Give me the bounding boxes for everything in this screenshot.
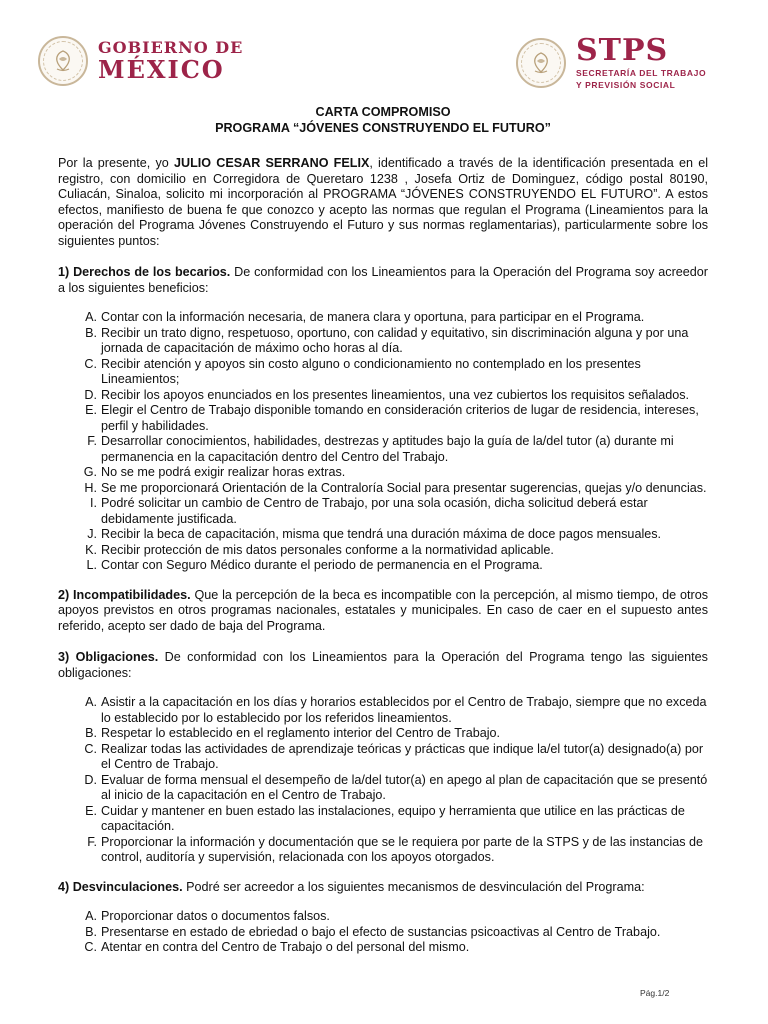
- list-item: [83, 465, 708, 481]
- list-item-letter: E.: [85, 403, 97, 417]
- list-item-letter: H.: [84, 480, 97, 495]
- list-item: [83, 481, 708, 497]
- list-item: [83, 804, 708, 835]
- section-4-list: [83, 909, 708, 956]
- list-item: [83, 925, 708, 941]
- list-item-letter: F.: [87, 434, 97, 448]
- list-item-letter: D.: [84, 772, 97, 787]
- list-item-text: Evaluar de forma mensual el desempeño de la/del tutor(a) en apego al plan de capacitación que se presentó al inicio de la capacitación en el Centro de Trabajo.: [101, 772, 708, 802]
- list-item-text: Desarrollar conocimientos, habilidades, destrezas y aptitudes bajo la guía de la/del tutor (a) durante mi permanencia en la capacitación dentro del Centro del Trabajo.: [101, 434, 674, 464]
- mexico-label: MÉXICO: [98, 54, 225, 84]
- section-1-text: De conformidad con los Lineamientos para la Operación del Programa soy acreedor a los siguientes beneficios:: [58, 265, 708, 295]
- list-item-letter: C.: [84, 356, 97, 371]
- section-3-list: [83, 695, 708, 866]
- stps-logo: [516, 33, 707, 90]
- list-item: [83, 543, 708, 559]
- list-item: [83, 434, 708, 465]
- intro-paragraph: [58, 156, 708, 249]
- stps-label: STPS: [576, 33, 669, 68]
- gobierno-de-label: GOBIERNO DE: [98, 38, 244, 57]
- list-item-text: Recibir atención y apoyos sin costo alguno o condicionamiento no contemplado en los presentes Lineamientos;: [101, 356, 641, 386]
- section-4-paragraph: [58, 880, 708, 896]
- applicant-name: JULIO CESAR SERRANO FELIX: [173, 156, 370, 170]
- list-item-letter: A.: [85, 310, 97, 324]
- list-item: [83, 558, 708, 574]
- list-item: [83, 388, 708, 404]
- gobierno-de-mexico-logo: [38, 36, 243, 86]
- list-item-text: Asistir a la capacitación en los días y horarios establecidos por el Centro de Trabajo, siempre que no exceda lo establecido por lo establecido por los referidos lineamientos.: [101, 695, 707, 725]
- list-item-text: No se me podrá exigir realizar horas extras.: [101, 465, 346, 479]
- stps-subtitle-1: SECRETARÍA DEL TRABAJO: [576, 68, 707, 78]
- list-item: [83, 773, 708, 804]
- list-item: [83, 403, 708, 434]
- stps-subtitle-2: Y PREVISIÓN SOCIAL: [576, 80, 676, 90]
- list-item-text: Podré solicitar un cambio de Centro de Trabajo, por una sola ocasión, dicha solicitud deberá estar debidamente justificada.: [101, 496, 648, 526]
- page-number: Pág.1/2: [640, 988, 670, 998]
- intro-text-a: Por la presente, yo: [58, 156, 174, 170]
- list-item-letter: D.: [84, 387, 97, 402]
- list-item-letter: C.: [84, 741, 97, 756]
- coat-of-arms-icon: [516, 38, 566, 88]
- section-2-heading: 2) Incompatibilidades.: [58, 587, 191, 602]
- document-subtitle: PROGRAMA “JÓVENES CONSTRUYENDO EL FUTURO”: [215, 121, 551, 135]
- list-item-letter: J.: [87, 527, 97, 541]
- list-item-letter: B.: [85, 726, 97, 740]
- list-item-text: Atentar en contra del Centro de Trabajo o del personal del mismo.: [101, 940, 470, 954]
- list-item: [83, 726, 708, 742]
- list-item-text: Recibir los apoyos enunciados en los presentes lineamientos, una vez cubiertos los requisitos señalados.: [101, 387, 690, 402]
- list-item: [83, 357, 708, 388]
- list-item-text: Se me proporcionará Orientación de la Contraloría Social para presentar sugerencias, quejas y/o denuncias.: [101, 480, 707, 495]
- list-item-text: Recibir protección de mis datos personales conforme a la normatividad aplicable.: [101, 542, 554, 557]
- list-item-text: Recibir un trato digno, respetuoso, oportuno, con calidad y equitativo, sin discriminación alguna y por una jornada de capacitación de máximo ocho horas al día.: [101, 325, 689, 355]
- list-item-letter: L.: [86, 558, 97, 572]
- list-item: [83, 940, 708, 956]
- list-item-text: Contar con Seguro Médico durante el periodo de permanencia en el Programa.: [101, 558, 543, 572]
- list-item-letter: B.: [85, 325, 97, 340]
- list-item-letter: F.: [87, 834, 97, 849]
- list-item-text: Contar con la información necesaria, de manera clara y oportuna, para participar en el Programa.: [101, 310, 645, 324]
- list-item-text: Elegir el Centro de Trabajo disponible tomando en consideración criterios de lugar de residencia, intereses, perfil y habilidades.: [101, 403, 699, 433]
- list-item: [83, 742, 708, 773]
- list-item-letter: G.: [83, 465, 97, 479]
- section-4-heading: 4) Desvinculaciones.: [58, 879, 183, 894]
- list-item-letter: K.: [85, 542, 97, 557]
- list-item: [83, 496, 708, 527]
- section-2-text: Que la percepción de la beca es incompatible con la percepción, al mismo tiempo, de otros apoyos previstos en otros programas nacionales, estatales y municipales. En caso de caer en el supuesto antes referido, acepto ser dado de baja del Programa.: [58, 587, 708, 633]
- section-4-text: Podré ser acreedor a los siguientes mecanismos de desvinculación del Programa:: [182, 879, 645, 894]
- list-item-text: Recibir la beca de capacitación, misma que tendrá una duración máxima de doce pagos mensuales.: [101, 527, 662, 541]
- coat-of-arms-icon: [38, 36, 88, 86]
- list-item-text: Presentarse en estado de ebriedad o bajo el efecto de sustancias psicoactivas al Centro de Trabajo.: [101, 924, 661, 939]
- list-item: [83, 326, 708, 357]
- list-item: [83, 835, 708, 866]
- list-item-letter: C.: [84, 940, 97, 954]
- section-1-paragraph: [58, 265, 708, 296]
- list-item: [83, 695, 708, 726]
- list-item-text: Respetar lo establecido en el reglamento interior del Centro de Trabajo.: [101, 726, 501, 740]
- section-3-text: De conformidad con los Lineamientos para la Operación del Programa tengo las siguientes obligaciones:: [58, 650, 708, 680]
- list-item: [83, 909, 708, 925]
- list-item-letter: B.: [85, 924, 97, 939]
- document-body: [58, 104, 708, 956]
- section-3-paragraph: [58, 650, 708, 681]
- list-item-letter: A.: [85, 695, 97, 709]
- page-header: [0, 0, 768, 95]
- list-item: [83, 310, 708, 326]
- list-item-text: Realizar todas las actividades de aprendizaje teóricas y prácticas que indique la/el tutor(a) designado(a) por el Centro de Trabajo.: [101, 741, 704, 771]
- document-title: CARTA COMPROMISO: [315, 105, 451, 119]
- list-item-letter: E.: [85, 803, 97, 818]
- list-item-text: Cuidar y mantener en buen estado las instalaciones, equipo y herramienta que utilice en las prácticas de capacitación.: [101, 803, 685, 833]
- section-2-paragraph: [58, 588, 708, 635]
- intro-text-b: , identificado a través de la identificación presentada en el registro, con domicilio en Corregidora de Queretaro 1238 , Josefa Ortiz de Dominguez, código postal 80190, Culiacán, Sinaloa, solicito mi incorporación al PROGRAMA “JÓVENES CONSTRUYENDO EL FUTURO”. A estos efectos, manifiesto de buena fe que conozco y acepto las normas que regulan el Programa (Lineamientos para la operación del Programa Jóvenes Construyendo el Futuro y sus normas reglamentarias), particularmente sobre los siguientes puntos:: [58, 156, 708, 248]
- section-3-heading: 3) Obligaciones.: [58, 650, 159, 664]
- list-item-text: Proporcionar datos o documentos falsos.: [101, 909, 330, 923]
- section-1-list: [83, 310, 708, 574]
- list-item-letter: I.: [90, 496, 97, 510]
- section-1-heading: 1) Derechos de los becarios.: [58, 265, 231, 279]
- list-item-text: Proporcionar la información y documentación que se le requiera por parte de la STPS y de las instancias de control, auditoría y supervisión, relacionada con los apoyos otorgados.: [101, 834, 704, 864]
- list-item: [83, 527, 708, 543]
- list-item-letter: A.: [85, 909, 97, 923]
